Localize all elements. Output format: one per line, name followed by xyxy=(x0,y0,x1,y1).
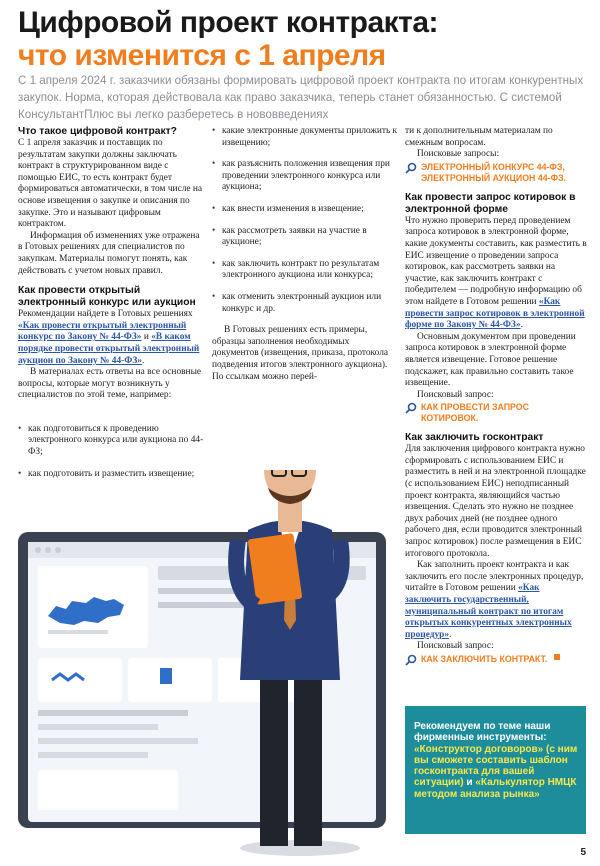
heading-quotation-request: Как провести запрос котировок в электронной форме xyxy=(405,191,576,215)
promo-box xyxy=(405,706,586,834)
col3-paragraph-1: Что нужно проверить перед проведением запроса котировок в электронной форме, какие документы составить, как разместить в ЕИС извещение о проведении запроса котировок, как рассмотреть заявки на участие, как заключить контракт с победителем — подробную информацию об этом найдете в Готовом решении «Как провести запрос котировок в электронной форме по Закону № 44-ФЗ». xyxy=(405,215,587,331)
link-open-auction[interactable]: «В каком порядке провести открытый электронный аукцион по Закону № 44-ФЗ» xyxy=(18,332,200,366)
list-item: • как заключить контракт по результатам электронного аукциона или конкурса; xyxy=(212,259,398,282)
column-2 xyxy=(212,126,398,383)
col3-paragraph-1-text: Что нужно проверить перед проведением запроса котировок в электронной форме, какие документы составить, как разместить в ЕИС извещение о проведении запроса котировок, как рассмотреть заявки на участие, как заключить контракт с победителем — подробную информацию об этом найдете в Готовом решении xyxy=(405,215,587,307)
col2-bullet-list xyxy=(212,126,398,315)
page-number: 5 xyxy=(580,847,586,858)
heading-conclude-contract: Как заключить госконтракт xyxy=(405,432,544,444)
search-label-3: Поисковый запрос: xyxy=(417,641,494,652)
list-item: • как разъяснить положения извещения при проведении электронного конкурса или аукциона; xyxy=(212,159,398,194)
col3-paragraph-2: Основным документом при проведении запроса котировок в электронной форме является извещение. Готовое решение подскажет, как правильно составить такое извещение. xyxy=(405,331,576,389)
illustration xyxy=(0,470,402,866)
col3-paragraph-4: Как заполнить проект контракта и как заключить его после электронных процедур, читайте в Готовом решении «Как заключить государственный, муниципальный контракт по итогам открытых конкурентных электронных процедур». xyxy=(405,560,584,640)
promo-text xyxy=(414,721,580,800)
search-query-3-text: КАК ЗАКЛЮЧИТЬ КОНТРАКТ. xyxy=(421,653,548,664)
search-icon xyxy=(405,162,417,174)
search-label: Поисковые запросы: xyxy=(417,149,500,160)
col1-paragraph-4: В материалах есть ответы на все основные вопросы, которые могут возникнуть у специалистов по этой теме, например: xyxy=(18,367,202,401)
promo-tool-constructor[interactable]: «Конструктор договоров» xyxy=(414,743,544,755)
col3-paragraph-0: ти к дополнительным материалам по смежным вопросам. xyxy=(405,126,553,148)
promo-tool-calculator[interactable]: «Калькулятор НМЦК методом анализа рынка» xyxy=(414,777,577,800)
title-line-2: что изменится с 1 апреля xyxy=(18,39,386,72)
list-item: • какие электронные документы приложить к извещению; xyxy=(212,126,398,149)
link-quotation-request[interactable]: «Как провести запрос котировок в электронной форме по Закону № 44-ФЗ» xyxy=(405,296,585,331)
search-icon xyxy=(405,654,417,666)
search-icon xyxy=(405,402,417,414)
col1-paragraph-2: Информация об изменениях уже отражена в Готовых решениях для специалистов по закупкам. Материалы помогут понять, как действовать с учетом новых правил. xyxy=(18,230,200,276)
promo-tool-constructor-desc: (с ним вы сможете составить шаблон госконтракта для вашей ситуации) xyxy=(414,743,578,789)
list-item: • как подготовиться к проведению электронного конкурса или аукциона по 44-ФЗ; xyxy=(18,424,206,459)
list-item: • как подготовить и разместить извещение; xyxy=(18,469,206,481)
search-query-3[interactable] xyxy=(405,654,588,666)
title-line-1: Цифровой проект контракта: xyxy=(18,6,439,39)
col3-paragraph-4-text: Как заполнить проект контракта и как заключить его после электронных процедур, читайте в Готовом решении xyxy=(405,560,584,594)
promo-intro: Рекомендуем по теме наши фирменные инструменты: xyxy=(414,721,551,744)
page-title xyxy=(18,6,588,72)
search-query-1[interactable] xyxy=(405,162,588,184)
list-item: • как рассмотреть заявки на участие в аукционе; xyxy=(212,226,398,249)
col1-paragraph-1: С 1 апреля заказчик и поставщик по результатам закупки должны заключать контракт в структурированном виде с помощью ЕИС, то есть контракт будет формироваться автоматически, в том числе на основе извещения о закупке и описания по закупке. Это и называют цифровым контрактом. xyxy=(18,138,203,230)
column-3 xyxy=(405,126,588,666)
col2-paragraph-1: В Готовых решениях есть примеры, образцы заполнения необходимых документов (извещения, приказа, протокола подведения итогов электронного аукциона). По ссылкам можно перей- xyxy=(212,325,389,382)
lead-paragraph: С 1 апреля 2024 г. заказчики обязаны формировать цифровой проект контракта по итогам конкурентных закупок. Норма, которая действовала как право заказчика, теперь станет обязанностью. С системой КонсультантПлюс вы легко разберетесь в нововведениях xyxy=(18,74,584,121)
col1-paragraph-3-and: и xyxy=(143,332,149,343)
search-query-2-text: КАК ПРОВЕСТИ ЗАПРОС КОТИРОВОК. xyxy=(421,402,529,424)
link-open-tender[interactable]: «Как провести открытый электронный конкурс по Закону № 44-ФЗ» xyxy=(18,320,187,343)
column-1 xyxy=(18,126,206,490)
search-query-1-text: ЭЛЕКТРОННЫЙ КОНКУРС 44-ФЗ, ЭЛЕКТРОННЫЙ АУКЦИОН 44-ФЗ. xyxy=(421,161,567,183)
list-item: • как внести изменения в извещение; xyxy=(212,204,398,216)
search-query-2[interactable] xyxy=(405,402,588,424)
col1-paragraph-3-text: Рекомендации найдете в Готовых решениях xyxy=(18,309,193,320)
col3-paragraph-3: Для заключения цифрового контракта нужно сформировать с использованием ЕИС и разместить в ней и на электронной площадке (с использованием ЕИС) неподписанный проект контракта, являющийся частью извещения. Сделать это нужно не позднее двух рабочих дней (не позднее одного рабочего дня, если проводится электронный запрос котировок) после размещения в ЕИС итогового протокола. xyxy=(405,444,586,559)
search-label-2: Поисковый запрос: xyxy=(417,389,494,400)
col1-bullet-list xyxy=(18,424,206,480)
end-of-article-mark xyxy=(554,654,560,660)
list-item: • как отменить электронный аукцион или конкурс и др. xyxy=(212,292,398,315)
heading-open-tender: Как провести открытый электронный конкурс или аукцион xyxy=(18,285,196,309)
heading-what-is-digital-contract: Что такое цифровой контракт? xyxy=(18,126,177,137)
col1-paragraph-3: Рекомендации найдете в Готовых решениях «Как провести открытый электронный конкурс по Закону № 44-ФЗ» и «В каком порядке провести открытый электронный аукцион по Закону № 44-ФЗ». xyxy=(18,309,200,366)
link-conclude-contract[interactable]: «Как заключить государственный, муниципальный контракт по итогам открытых конкурентных электронных процедур» xyxy=(405,583,572,640)
promo-and: и xyxy=(466,777,473,789)
